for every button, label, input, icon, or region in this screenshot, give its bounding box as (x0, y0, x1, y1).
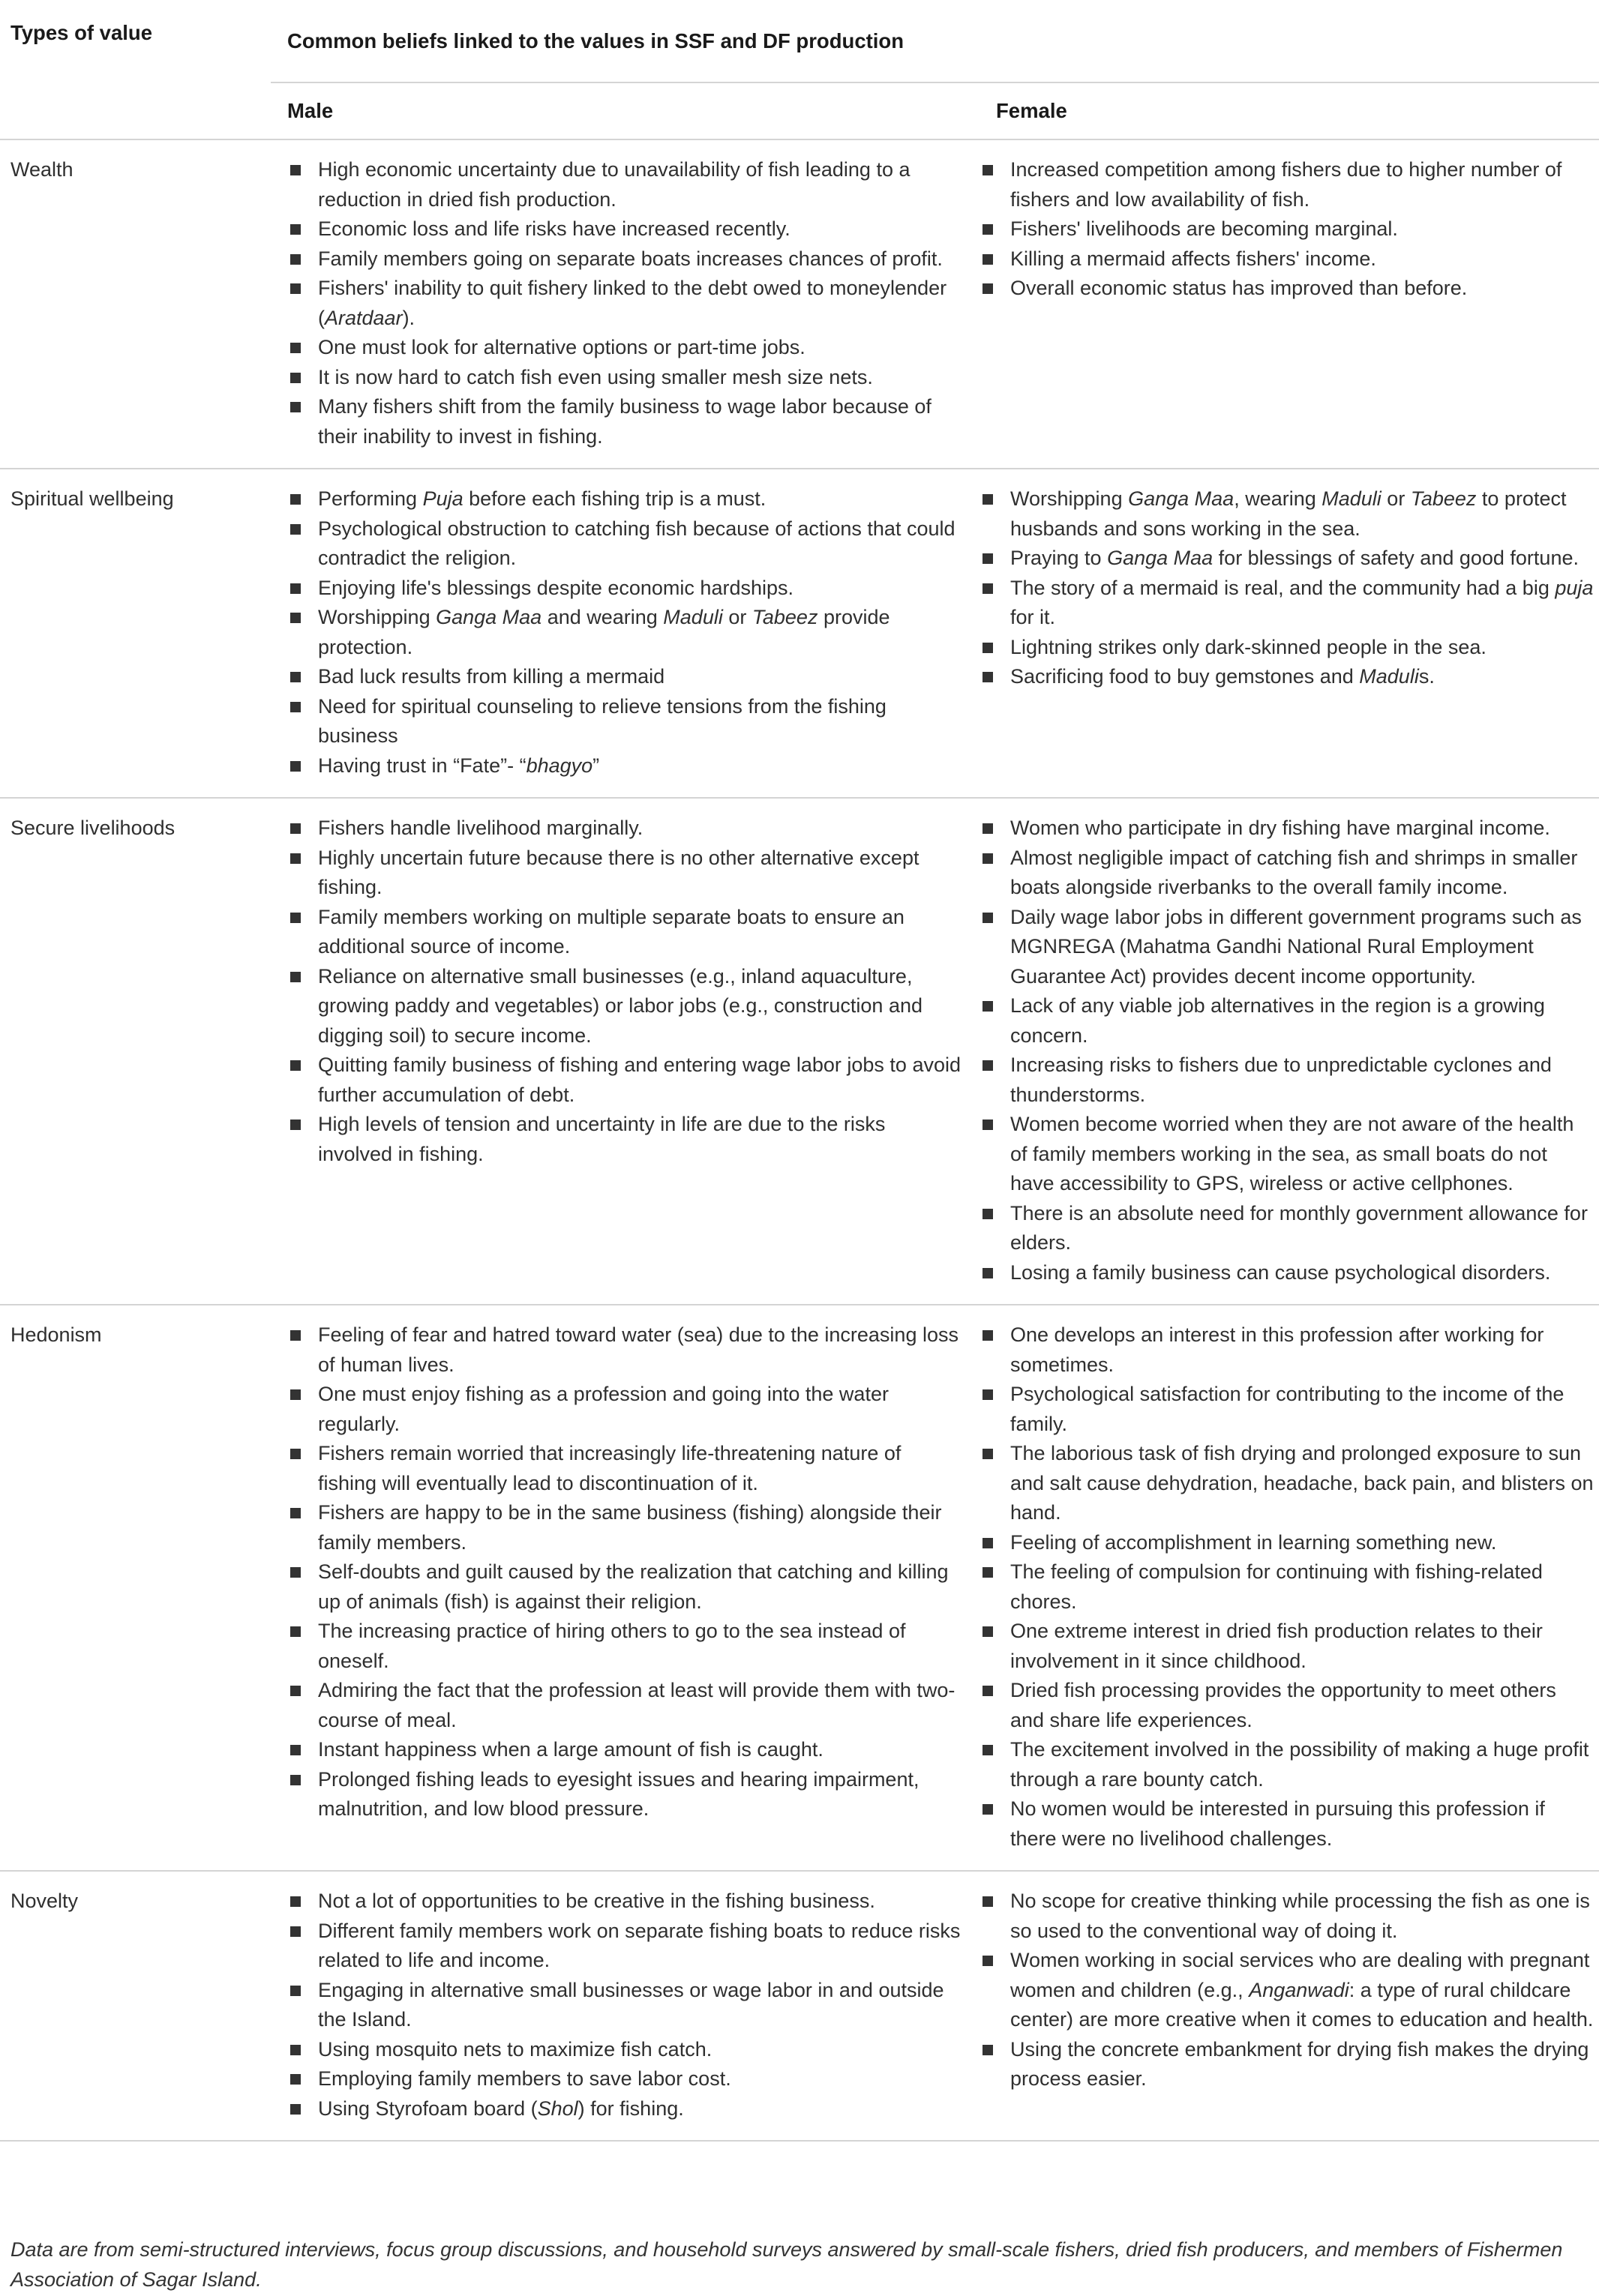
male-beliefs-list (287, 1887, 962, 2124)
male-beliefs-cell (271, 1871, 980, 2141)
list-item: Fishers handle livelihood marginally. (287, 814, 962, 844)
list-item: It is now hard to catch fish even using smaller mesh size nets. (287, 363, 962, 393)
male-beliefs-cell (271, 469, 980, 798)
list-item: One must look for alternative options or part-time jobs. (287, 333, 962, 363)
list-item: Psychological satisfaction for contributing to the income of the family. (980, 1380, 1594, 1439)
list-item: Almost negligible impact of catching fish and shrimps in smaller boats alongside riverbanks to the overall family income. (980, 844, 1594, 903)
male-beliefs-list (287, 814, 962, 1169)
list-item: Using the concrete embankment for drying fish makes the drying process easier. (980, 2035, 1594, 2094)
list-item: Fishers' livelihoods are becoming marginal. (980, 214, 1594, 244)
table-footnote: Data are from semi-structured interviews, focus group discussions, and household surveys answered by small-scale fishers, dried fish producers, and members of Fishermen Association of Sagar Island. (10, 2238, 1563, 2291)
subheader-empty (0, 82, 271, 139)
list-item: Having trust in “Fate”- “bhagyo” (287, 751, 962, 781)
female-beliefs-cell (980, 798, 1599, 1305)
list-item: Family members working on multiple separate boats to ensure an additional source of income. (287, 903, 962, 962)
female-beliefs-list (980, 155, 1594, 304)
list-item: Performing Puja before each fishing trip is a must. (287, 484, 962, 514)
list-item: Need for spiritual counseling to relieve tensions from the fishing business (287, 692, 962, 751)
header-types-of-value: Types of value (10, 21, 152, 44)
female-beliefs-cell (980, 1871, 1599, 2141)
list-item: Different family members work on separate fishing boats to reduce risks related to life and income. (287, 1917, 962, 1976)
female-beliefs-cell (980, 139, 1599, 469)
list-item: Self-doubts and guilt caused by the realization that catching and killing up of animals (fish) is against their religion. (287, 1557, 962, 1617)
list-item: The story of a mermaid is real, and the community had a big puja for it. (980, 574, 1594, 633)
list-item: Worshipping Ganga Maa, wearing Maduli or Tabeez to protect husbands and sons working in the sea. (980, 484, 1594, 544)
list-item: Increasing risks to fishers due to unpredictable cyclones and thunderstorms. (980, 1051, 1594, 1110)
male-beliefs-cell (271, 139, 980, 469)
list-item: Fishers are happy to be in the same business (fishing) alongside their family members. (287, 1498, 962, 1557)
list-item: Psychological obstruction to catching fish because of actions that could contradict the religion. (287, 514, 962, 574)
list-item: Feeling of fear and hatred toward water (sea) due to the increasing loss of human lives. (287, 1320, 962, 1380)
value-type-cell: Wealth (0, 139, 271, 469)
list-item: Dried fish processing provides the opportunity to meet others and share life experiences. (980, 1676, 1594, 1735)
list-item: Employing family members to save labor cost. (287, 2064, 962, 2094)
female-beliefs-cell (980, 469, 1599, 798)
list-item: Prolonged fishing leads to eyesight issues and hearing impairment, malnutrition, and low blood pressure. (287, 1765, 962, 1824)
list-item: Family members going on separate boats increases chances of profit. (287, 244, 962, 274)
male-beliefs-list (287, 484, 962, 781)
list-item: Killing a mermaid affects fishers' income. (980, 244, 1594, 274)
list-item: Women working in social services who are dealing with pregnant women and children (e.g., Anganwadi: a type of rural childcare center) are more creative when it comes to education and health. (980, 1946, 1594, 2035)
female-beliefs-list (980, 1887, 1594, 2094)
list-item: Overall economic status has improved than before. (980, 274, 1594, 304)
list-item: High levels of tension and uncertainty in life are due to the risks involved in fishing. (287, 1110, 962, 1169)
female-beliefs-list (980, 814, 1594, 1287)
list-item: The laborious task of fish drying and prolonged exposure to sun and salt cause dehydration, headache, back pain, and blisters on hand. (980, 1439, 1594, 1528)
list-item: Enjoying life's blessings despite economic hardships. (287, 574, 962, 604)
list-item: Quitting family business of fishing and entering wage labor jobs to avoid further accumulation of debt. (287, 1051, 962, 1110)
table-body (0, 139, 1599, 2141)
list-item: Using mosquito nets to maximize fish catch. (287, 2035, 962, 2065)
list-item: Women become worried when they are not aware of the health of family members working in the sea, as small boats do not have accessibility to GPS, wireless or active cellphones. (980, 1110, 1594, 1199)
male-beliefs-list (287, 155, 962, 451)
header-row (0, 0, 1599, 82)
subheader-row (0, 82, 1599, 139)
header-female: Female (980, 82, 1599, 139)
list-item: Worshipping Ganga Maa and wearing Maduli or Tabeez provide protection. (287, 603, 962, 662)
header-male: Male (271, 82, 980, 139)
list-item: Fishers remain worried that increasingly life-threatening nature of fishing will eventually lead to discontinuation of it. (287, 1439, 962, 1498)
list-item: Praying to Ganga Maa for blessings of safety and good fortune. (980, 544, 1594, 574)
list-item: The excitement involved in the possibility of making a huge profit through a rare bounty catch. (980, 1735, 1594, 1794)
male-beliefs-list (287, 1320, 962, 1824)
table-row (0, 139, 1599, 469)
table-row (0, 798, 1599, 1305)
list-item: No scope for creative thinking while processing the fish as one is so used to the conventional way of doing it. (980, 1887, 1594, 1946)
list-item: Economic loss and life risks have increased recently. (287, 214, 962, 244)
list-item: Losing a family business can cause psychological disorders. (980, 1258, 1594, 1288)
list-item: One must enjoy fishing as a profession and going into the water regularly. (287, 1380, 962, 1439)
list-item: Fishers' inability to quit fishery linked to the debt owed to moneylender (Aratdaar). (287, 274, 962, 333)
table-row (0, 469, 1599, 798)
list-item: Reliance on alternative small businesses (e.g., inland aquaculture, growing paddy and vegetables) or labor jobs (e.g., construction and digging soil) to secure income. (287, 962, 962, 1051)
list-item: Highly uncertain future because there is no other alternative except fishing. (287, 844, 962, 903)
table-row (0, 1305, 1599, 1871)
male-beliefs-cell (271, 798, 980, 1305)
list-item: High economic uncertainty due to unavailability of fish leading to a reduction in dried fish production. (287, 155, 962, 214)
value-type-cell: Hedonism (0, 1305, 271, 1871)
list-item: No women would be interested in pursuing this profession if there were no livelihood challenges. (980, 1794, 1594, 1854)
female-beliefs-cell (980, 1305, 1599, 1871)
male-beliefs-cell (271, 1305, 980, 1871)
list-item: Bad luck results from killing a mermaid (287, 662, 962, 692)
list-item: Sacrificing food to buy gemstones and Madulis. (980, 662, 1594, 692)
value-type-cell: Novelty (0, 1871, 271, 2141)
list-item: Admiring the fact that the profession at least will provide them with two-course of meal. (287, 1676, 962, 1735)
list-item: Feeling of accomplishment in learning something new. (980, 1528, 1594, 1558)
header-common-beliefs: Common beliefs linked to the values in SSF and DF production (271, 0, 1599, 82)
list-item: Increased competition among fishers due to higher number of fishers and low availability of fish. (980, 155, 1594, 214)
female-beliefs-list (980, 1320, 1594, 1854)
list-item: There is an absolute need for monthly government allowance for elders. (980, 1199, 1594, 1258)
value-type-cell: Spiritual wellbeing (0, 469, 271, 798)
list-item: Engaging in alternative small businesses or wage labor in and outside the Island. (287, 1976, 962, 2035)
value-type-cell: Secure livelihoods (0, 798, 271, 1305)
list-item: One extreme interest in dried fish production relates to their involvement in it since childhood. (980, 1617, 1594, 1676)
list-item: Lightning strikes only dark-skinned people in the sea. (980, 633, 1594, 663)
list-item: The feeling of compulsion for continuing with fishing-related chores. (980, 1557, 1594, 1617)
list-item: Daily wage labor jobs in different government programs such as MGNREGA (Mahatma Gandhi National Rural Employment Guarantee Act) provides decent income opportunity. (980, 903, 1594, 992)
list-item: Many fishers shift from the family business to wage labor because of their inability to invest in fishing. (287, 392, 962, 451)
list-item: Not a lot of opportunities to be creative in the fishing business. (287, 1887, 962, 1917)
list-item: The increasing practice of hiring others to go to the sea instead of oneself. (287, 1617, 962, 1676)
list-item: Using Styrofoam board (Shol) for fishing. (287, 2094, 962, 2124)
list-item: Lack of any viable job alternatives in the region is a growing concern. (980, 991, 1594, 1051)
female-beliefs-list (980, 484, 1594, 692)
list-item: Instant happiness when a large amount of fish is caught. (287, 1735, 962, 1765)
table-row (0, 1871, 1599, 2141)
list-item: Women who participate in dry fishing have marginal income. (980, 814, 1594, 844)
list-item: One develops an interest in this profession after working for sometimes. (980, 1320, 1594, 1380)
